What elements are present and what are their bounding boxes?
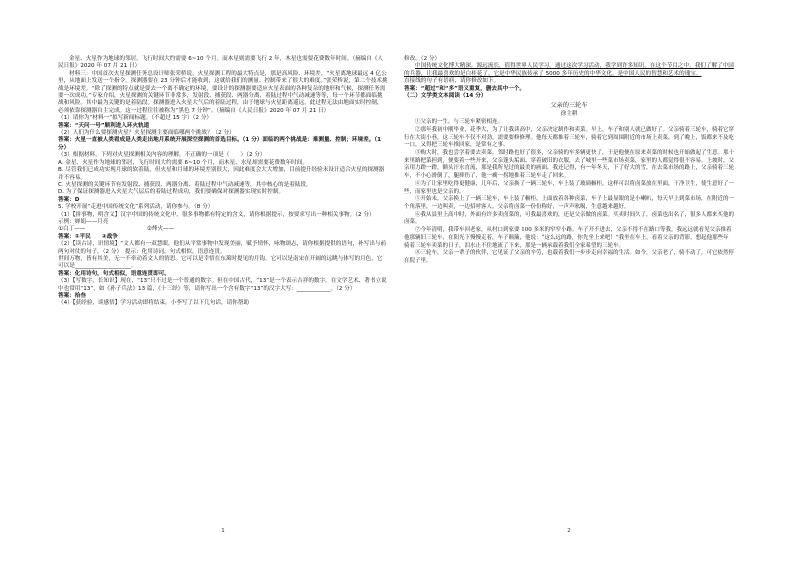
story-paragraph: ②那年我初中刚毕业，花季大，为了让我读高中，父亲决定制作和卖菜。早上，车子和别人就已做好了。父亲骑着三轮车，骑着它穿行在大街小巷，这三轮车不仅不对劲，需要要修修理。他每天都推着三轮车，骑着它到周围附近的市场上卖菜，到了晚上，饭都来不及吃一口，又得把三轮车推回家，是常有之事。 — [404, 126, 735, 149]
question-5-2-text: 世间万物，皆有其美，无一不牵动着文人的情思。它可以是幸悟在东篱时提见的月钩，它可以是南宋在开阔的远眺与体写的月色，它可以是____________________。 — [58, 255, 383, 270]
question-5-intro: 5. 学校开展“走进中国传统文化”系列活动，请你参与。（8 分） — [58, 204, 214, 211]
story-paragraph: ⑦今年清明，我带车回老家，从村口到家要 100 多米的窄窄小路。车子开不进去，父亲不得不在路口等我。我远远就看见父亲推着他那辆旧三轮车，在阳光下慢慢走着，车子颠簸，他说：“这么远的路，你先坐上来吧！”我坐在车上，看着父亲的背影，想起他那些年骑着三轮车卖菜的日子，泪水止不住地流了下来，那是一辆承载着我们全家希望的三轮车。 — [404, 227, 732, 249]
story-paragraph: ⑧三轮车，父亲一辈子的伙伴，它见证了父亲的辛劳，也载着我们一步步走向幸福的生活。如今，父亲老了，骑不动了，可它依然停在院子里。 — [404, 250, 735, 264]
blank-line: ①白丁—— ②烽火—— — [58, 226, 175, 233]
option-a: A. 金星、火星作为地球的邻居，飞行时间大约需要 6~10 个月，而木星、水星却需要花费数年时间。 — [58, 159, 308, 166]
answer-5-3: 答案：拾叁 — [58, 293, 86, 299]
question-5-4: （4）【获经验，谈感悟】学习活动即将结束，小李写了以下几句话，请你帮助 — [58, 300, 249, 307]
answer-2: 答案：火星一直被人类看成是人类走出地月系统开展深空探测的首选目标。（1 分）面临的两个挑战是：难测量、控制；环境差。（1 分） — [58, 137, 381, 151]
story-body — [404, 119, 734, 265]
option-d: D. 为了保证探测器进入火星大气层后的着陆过程成功，我们要确保对探测器实现实时控制。 — [58, 189, 285, 196]
story-paragraph: ④为了让家里吃得更健康，几年后，父亲换了一辆三轮车，车上装了玻璃橱柜，这样可以将卤菜放在里面，干净卫生，使生意好了一些，而家里也是父亲的。 — [404, 180, 735, 195]
revise-passage: 中国传统文化博大精深，源远流长，值得世界人民学习。通过这次学习活动，我学到许多知识。在这个节目之中，我们了解了中国的兵器，让我最喜欢的是白桂花了。它是中华民族传承了 5000 多年历史的中华文化，是中国人民的智慧和艺术的瑰宝。 — [404, 63, 734, 77]
story-paragraph: ①父亲的一生，与三轮车紧密相连。 — [415, 119, 504, 126]
right-column — [404, 56, 734, 266]
question-5-3: （3）【写数字，长知识】现在，“13”只不过是一个普通的数字。但在中国古代，“13”是一个表示吉祥的数字。在文学艺术、著书立说中也常用“13”，如《孙子兵法》13 篇，《十三经》等，请你写出一个含有数字“13”的汉字大写：____________。（2 分） — [58, 278, 387, 292]
question-5-1: （1）【拼事物，明含义】汉字中国的传统文化中，很多事物都有特定的含义，请你根据提示，按要求写出一种相关事物。（2 分） — [58, 211, 375, 218]
answer-1: 答案：“天问一号”顺利进入环火轨道 — [58, 122, 150, 129]
story-author: 徐主耕 — [560, 110, 578, 117]
answer-5-1: 答案：①平民 ②战争 — [58, 233, 118, 240]
question-2: （2）人们为什么要探测火星？火星探测主要面临哪两个挑战？（2 分） — [58, 130, 235, 137]
question-5-2: （2）【读古诗，识情境】“文人都有一双慧眼，他们从平常事物中发现美丽，赋予情怀，咏物颂志，请你根据提供的语句，补写出与前两句对仗的句子。（2 分） 提示：化用诗词，句式相似，语意连贯。 — [58, 241, 387, 255]
left-column — [58, 56, 388, 308]
question-3: （3）根据材料，下列对火星探测相关内容的理解，不正确的一项是（ ）（2 分） — [58, 152, 266, 159]
material-three: 材料三：中国首次火星探测任务总设计师张荣桥说，火星探测工程的最大特点是，那是高风险、环境差。“火星离地球最远 4 亿公里，从地面上发送一个指令，探测器要在 23 分钟后才能收到，这就给我们的测量、控制带来了很大的难度。”张荣桥说，第二个技术挑战是环境差。“除了探测的特点就是要去一个离不确定的环境，要设计的探测器要适应火星表面的各种复杂的地形和气候，探测任务需要一次成功，”专家介绍，火星探测的关键环节非常多，发射段、捕获段、两器分离、着陆过程中气动减速等等，每一个环节都面临挑战和风险。其中最为关键的是着陆段。探测器进入火星大气后的着陆过程，由于地球与火星距离遥远，此过程无法由地面实时控制，必须依靠探测器自主完成。这一过程往往被称为“黑色 7 分钟”。（摘编自《人民日报》2020 年 07 月 21 日） — [58, 70, 388, 114]
revise-answer: 答案：“超过”和“多”语义重复，删去其中一个。 — [404, 85, 525, 92]
story-paragraph: ⑤开始未，父亲换上了一辆三轮车，车上装了橱柜，上面放着各种卤菜，车子上最显眼的是小喇叭，每天早上到菜市场，在附近的一个角落里，一边叫卖，一边招呼客人。父亲将卤菜一份份称好，一声声吆喝，生意越来越好。 — [404, 196, 735, 210]
option-c: C. 火星探测的关键环节有发射段、捕获段、两器分离、着陆过程中气动减速等，其中核心的是着陆段。 — [58, 181, 312, 188]
page-number-right: 2 — [567, 528, 571, 534]
revise-instruction: 直接线的句子有语病，请你修改如下。 — [404, 78, 500, 85]
option-b: B. 尽管我们已成功实现月球的软着陆，但火星和月球的环境差别很大，因此难度会大大增加，目前提升经验未设计适合火星的探测器并不容易。 — [58, 167, 385, 181]
answer-3: 答案：D — [58, 196, 80, 203]
story-paragraph: ③购大时，我也尝学着要去卖菜，邻时路也好了很多，父亲骑的车多辆更快了，于是他便在原来卖菜的时候也开始做起了生意。那十来里路把菜担到，便要着一些开来，父亲蓬头垢面、穿着破旧的衣服，去了城里一些菜市场卖菜，家里的人都觉得很不容易。上坡时，父亲用力蹬一蹬，额头汗水直流，那是我所见过的最美的画面。我还记得，有一年冬天，下了好大的雪，在去菜市场的路上，父亲骑着三轮车，不小心滑倒了，腿摔伤了，他一瘸一拐地推着三轮车走了回来。 — [404, 150, 735, 180]
material-two-end: 金星、火星作为地球的邻居，飞行时间大约需要 6~10 个月。而木星则需要飞行 2 年，木星也需要花费数年时间。（摘编自《人民日报》2020 年 07 月 21 日） — [58, 56, 384, 70]
page-number-left: 1 — [221, 528, 225, 534]
answer-5-2: 答案：化用诗句，句式相似，语意连贯即可。 — [58, 270, 170, 277]
story-paragraph: ⑥我从县里上高中时，外面有许多卖卤菜的，可我最喜欢的，还是父亲做的卤菜。买卖时间久了，卤菜也出名了，很多人都来买他的卤菜。 — [404, 211, 735, 226]
story-title: 父亲的三轮车 — [550, 102, 588, 110]
example-line: 示例：婵娟——月亮 — [58, 218, 109, 225]
question-1: （1）请你为“材料一”拟写新闻标题。（不超过 15 字）（2 分） — [58, 115, 213, 122]
section-heading: （二）文学类文本阅读（14 分） — [404, 93, 487, 100]
revise-label: 修改。（2 分） — [404, 56, 441, 62]
